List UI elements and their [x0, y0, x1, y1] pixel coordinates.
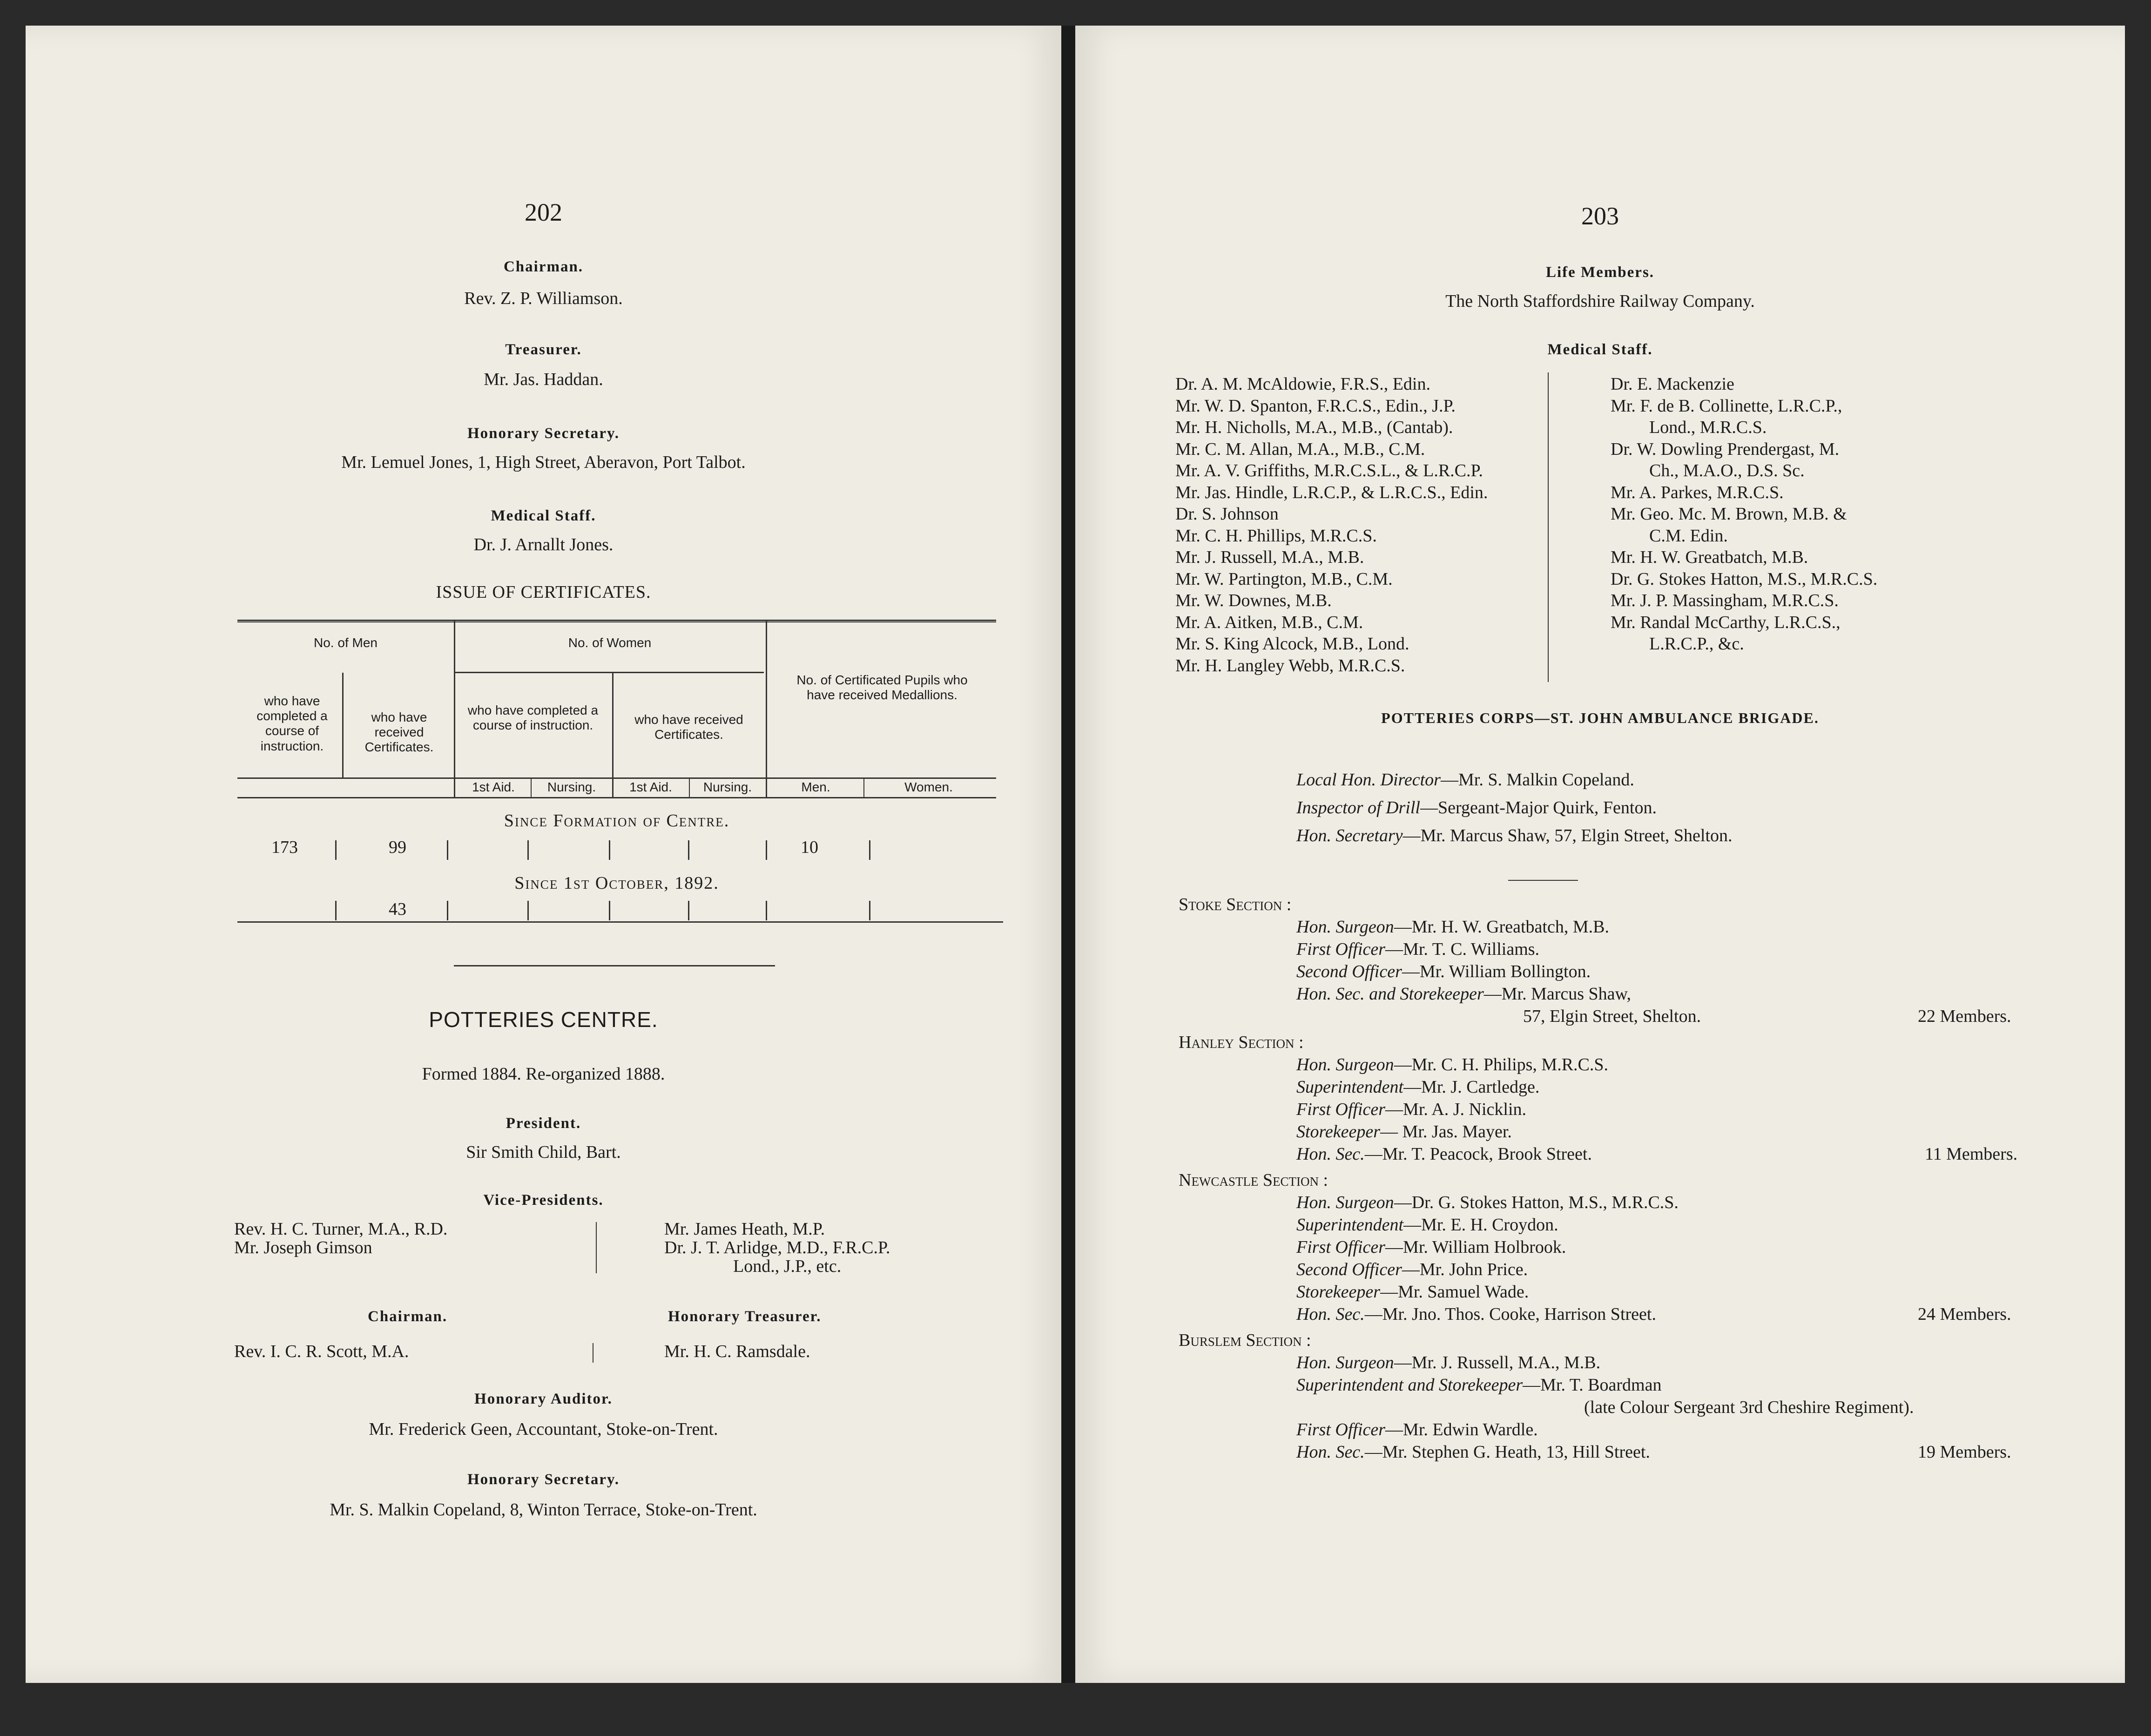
- medical-staff-item: Mr. C. H. Phillips, M.R.C.S.: [1175, 526, 1377, 546]
- stoke-officer: [1296, 940, 1539, 959]
- newcastle-officer-name: —Mr. John Price.: [1402, 1260, 1528, 1279]
- officer-line-name: —Mr. Marcus Shaw, 57, Elgin Street, Shelton.: [1403, 826, 1733, 845]
- burslem-officer-role: Superintendent and Storekeeper: [1296, 1375, 1523, 1395]
- burslem-officer-name: —Mr. T. Boardman: [1523, 1375, 1662, 1395]
- secretary2-heading: Honorary Secretary.: [467, 1471, 620, 1488]
- treasurer2-heading: Honorary Treasurer.: [668, 1308, 822, 1325]
- vp-left-1: Rev. H. C. Turner, M.A., R.D.: [234, 1219, 448, 1239]
- treasurer: Mr. Jas. Haddan.: [484, 370, 603, 389]
- medical-staff-item: Mr. J. P. Massingham, M.R.C.S.: [1611, 591, 1839, 610]
- right-page: [1075, 26, 2125, 1683]
- hanley-officer: [1296, 1145, 1592, 1164]
- stoke-officer-role: Second Officer: [1296, 962, 1402, 981]
- medical-staff-item: Dr. E. Mackenzie: [1611, 374, 1734, 394]
- chairman2-heading: Chairman.: [368, 1308, 448, 1325]
- burslem-section-title: Burslem Section :: [1179, 1331, 1311, 1350]
- medical-staff-item: Dr. G. Stokes Hatton, M.S., M.R.C.S.: [1611, 569, 1878, 589]
- since-october: Since 1st October, 1892.: [514, 873, 719, 893]
- newcastle-officer: [1296, 1238, 1566, 1257]
- hanley-officer-role: Hon. Surgeon: [1296, 1055, 1394, 1074]
- officer-line: [1296, 798, 1657, 818]
- newcastle-section-title: Newcastle Section :: [1179, 1170, 1328, 1190]
- stoke-officer: [1296, 962, 1591, 982]
- newcastle-officer: [1296, 1260, 1528, 1280]
- newcastle-officer-name: —Mr. Samuel Wade.: [1380, 1282, 1529, 1302]
- medical-staff-item: Mr. W. D. Spanton, F.R.C.S., Edin., J.P.: [1175, 396, 1456, 416]
- vp-right-2: Dr. J. T. Arlidge, M.D., F.R.C.P.: [664, 1238, 890, 1257]
- officer-line-name: —Sergeant-Major Quirk, Fenton.: [1420, 798, 1657, 817]
- burslem-officer-name: —Mr. Stephen G. Heath, 13, Hill Street.: [1364, 1442, 1650, 1462]
- medical-staff-item: Mr. Randal McCarthy, L.R.C.S.,: [1611, 612, 1841, 632]
- officer-line-name: —Mr. S. Malkin Copeland.: [1440, 770, 1634, 790]
- medical-staff-item: Mr. A. Parkes, M.R.C.S.: [1611, 482, 1784, 502]
- officer-line: [1296, 826, 1733, 846]
- medical-staff-item: Dr. W. Dowling Prendergast, M.: [1611, 439, 1840, 459]
- stoke-section-title: Stoke Section :: [1179, 895, 1292, 914]
- stoke-officer-role: Hon. Sec. and Storekeeper: [1296, 984, 1484, 1004]
- book-gutter: [1061, 26, 1075, 1683]
- newcastle-officer-name: —Dr. G. Stokes Hatton, M.S., M.R.C.S.: [1394, 1193, 1679, 1212]
- row1-medal-men: 10: [801, 838, 818, 857]
- nursing-header: Nursing.: [547, 780, 596, 794]
- newcastle-officer-role: Hon. Sec.: [1296, 1304, 1365, 1324]
- first-aid-header: 1st Aid.: [472, 780, 515, 794]
- medical-staff-item: Lond., M.R.C.S.: [1649, 418, 1767, 437]
- vp-right-1: Mr. James Heath, M.P.: [664, 1219, 825, 1239]
- burslem-officer-role: Hon. Surgeon: [1296, 1353, 1394, 1372]
- burslem-officer: [1296, 1420, 1538, 1440]
- women-completed-header: who have completed a course of instruction.: [467, 703, 599, 733]
- stoke-officer-role: Hon. Surgeon: [1296, 917, 1394, 937]
- page-number: 202: [525, 198, 562, 226]
- hanley-officer-role: Storekeeper: [1296, 1122, 1381, 1142]
- newcastle-officer-role: Superintendent: [1296, 1215, 1404, 1235]
- first-aid-header-2: 1st Aid.: [629, 780, 672, 794]
- since-formation: Since Formation of Centre.: [504, 811, 730, 831]
- secretary2: Mr. S. Malkin Copeland, 8, Winton Terrace, Stoke-on-Trent.: [330, 1500, 757, 1520]
- men-medal-header: Men.: [801, 780, 830, 794]
- burslem-officer-name: —Mr. J. Russell, M.A., M.B.: [1394, 1353, 1601, 1372]
- centre-title: POTTERIES CENTRE.: [429, 1007, 658, 1032]
- newcastle-officer-name: —Mr. E. H. Croydon.: [1403, 1215, 1558, 1235]
- stoke-members: 22 Members.: [1918, 1006, 2011, 1026]
- newcastle-officer-role: Storekeeper: [1296, 1282, 1381, 1302]
- newcastle-members: 24 Members.: [1918, 1304, 2011, 1324]
- newcastle-officer: [1296, 1305, 1656, 1324]
- burslem-officer-role: First Officer: [1296, 1420, 1386, 1439]
- medical-heading: Medical Staff.: [491, 507, 596, 524]
- stoke-officer-name: —Mr. Marcus Shaw,: [1483, 984, 1632, 1004]
- certificates-title: ISSUE OF CERTIFICATES.: [436, 582, 651, 602]
- hanley-officer-role: First Officer: [1296, 1100, 1386, 1119]
- burslem-officer: [1296, 1443, 1650, 1462]
- hanley-members: 11 Members.: [1925, 1144, 2018, 1164]
- medical-staff-item: Mr. W. Downes, M.B.: [1175, 591, 1332, 610]
- medical-staff-item: Mr. F. de B. Collinette, L.R.C.P.,: [1611, 396, 1842, 416]
- vp-left-2: Mr. Joseph Gimson: [234, 1238, 372, 1257]
- vp-divider: [596, 1222, 597, 1273]
- stoke-officer-name: —Mr. H. W. Greatbatch, M.B.: [1394, 917, 1609, 937]
- medical-staff-item: Mr. Geo. Mc. M. Brown, M.B. &: [1611, 504, 1847, 524]
- hanley-officer-name: —Mr. C. H. Philips, M.R.C.S.: [1394, 1055, 1609, 1074]
- newcastle-officer-role: Second Officer: [1296, 1260, 1402, 1279]
- stoke-officer: [1296, 918, 1609, 937]
- hanley-officer-name: —Mr. A. J. Nicklin.: [1385, 1100, 1527, 1119]
- burslem-note: (late Colour Sergeant 3rd Cheshire Regiment).: [1584, 1398, 1914, 1417]
- medical-staff-item: Mr. H. Nicholls, M.A., M.B., (Cantab).: [1175, 418, 1453, 437]
- life-members-heading: Life Members.: [1545, 264, 1655, 281]
- burslem-members: 19 Members.: [1918, 1442, 2011, 1462]
- medical-staff-item: Dr. S. Johnson: [1175, 504, 1279, 524]
- vp-right-3: Lond., J.P., etc.: [733, 1256, 842, 1276]
- hanley-officer-role: Hon. Sec.: [1296, 1144, 1365, 1164]
- hanley-officer: [1296, 1100, 1526, 1120]
- medical-staff-item: Mr. J. Russell, M.A., M.B.: [1175, 547, 1364, 567]
- men-received-header: who have received Certificates.: [364, 710, 434, 755]
- burslem-officer-role: Hon. Sec.: [1296, 1442, 1365, 1462]
- row2-men-received: 43: [389, 899, 406, 919]
- medical-staff-item: Mr. S. King Alcock, M.B., Lond.: [1175, 634, 1409, 654]
- burslem-officer-name: —Mr. Edwin Wardle.: [1385, 1420, 1538, 1439]
- life-members: The North Staffordshire Railway Company.: [1445, 291, 1755, 311]
- hanley-officer: [1296, 1055, 1608, 1075]
- stoke-officer: [1296, 985, 1631, 1004]
- nursing-header-2: Nursing.: [703, 780, 752, 794]
- stoke-officer-role: First Officer: [1296, 939, 1386, 959]
- newcastle-officer-role: First Officer: [1296, 1237, 1386, 1257]
- burslem-officer: [1296, 1353, 1600, 1373]
- divider: [1508, 880, 1578, 881]
- treasurer2: Mr. H. C. Ramsdale.: [664, 1342, 810, 1361]
- women-medal-header: Women.: [904, 780, 953, 794]
- newcastle-officer: [1296, 1283, 1529, 1302]
- men-completed-header: who have completed a course of instruction.: [256, 694, 328, 753]
- row1-men-received: 99: [389, 838, 406, 857]
- row1-men-completed: 173: [271, 838, 298, 857]
- chairman2: Rev. I. C. R. Scott, M.A.: [234, 1342, 409, 1361]
- men-header: No. of Men: [314, 635, 378, 650]
- medical-staff-item: Mr. A. Aitken, M.B., C.M.: [1175, 612, 1363, 632]
- chairman-heading: Chairman.: [503, 258, 584, 275]
- hanley-officer-role: Superintendent: [1296, 1077, 1404, 1097]
- left-page: [26, 26, 1061, 1683]
- medical: Dr. J. Arnallt Jones.: [473, 535, 614, 554]
- president-heading: President.: [506, 1115, 581, 1132]
- hanley-officer-name: —Mr. J. Cartledge.: [1403, 1077, 1540, 1097]
- stoke-officer-name: —Mr. T. C. Williams.: [1385, 939, 1540, 959]
- medical-divider: [1548, 372, 1549, 682]
- stoke-address: 57, Elgin Street, Shelton.: [1523, 1006, 1701, 1026]
- newcastle-officer-name: —Mr. Jno. Thos. Cooke, Harrison Street.: [1364, 1304, 1656, 1324]
- medical-staff-item: C.M. Edin.: [1649, 526, 1728, 546]
- newcastle-officer-name: —Mr. William Holbrook.: [1385, 1237, 1566, 1257]
- hanley-officer: [1296, 1122, 1512, 1142]
- women-header: No. of Women: [568, 635, 652, 650]
- medical-staff-item: Ch., M.A.O., D.S. Sc.: [1649, 461, 1805, 480]
- brigade-heading: POTTERIES CORPS—ST. JOHN AMBULANCE BRIGADE.: [1381, 709, 1819, 726]
- hanley-officer-name: — Mr. Jas. Mayer.: [1380, 1122, 1512, 1142]
- medical-staff-heading: Medical Staff.: [1547, 341, 1653, 358]
- medical-staff-item: Mr. H. W. Greatbatch, M.B.: [1611, 547, 1808, 567]
- officer-line-role: Inspector of Drill: [1296, 798, 1420, 817]
- officer-line-role: Hon. Secretary: [1296, 826, 1403, 845]
- vice-presidents-heading: Vice-Presidents.: [483, 1192, 604, 1209]
- medical-staff-item: Mr. W. Partington, M.B., C.M.: [1175, 569, 1393, 589]
- treasurer-heading: Treasurer.: [505, 341, 582, 358]
- pupils-header: No. of Certificated Pupils who have received Medallions.: [796, 673, 968, 703]
- hon-sec: Mr. Lemuel Jones, 1, High Street, Aberavon, Port Talbot.: [341, 453, 746, 472]
- hanley-officer: [1296, 1078, 1539, 1097]
- stoke-officer-name: —Mr. William Bollington.: [1402, 962, 1591, 981]
- medical-staff-item: Mr. Jas. Hindle, L.R.C.P., & L.R.C.S., Edin.: [1175, 482, 1488, 502]
- women-received-header: who have received Certificates.: [634, 712, 743, 742]
- auditor: Mr. Frederick Geen, Accountant, Stoke-on-Trent.: [369, 1419, 718, 1439]
- medical-staff-item: Dr. A. M. McAldowie, F.R.S., Edin.: [1175, 374, 1430, 394]
- president: Sir Smith Child, Bart.: [466, 1142, 621, 1162]
- divider: [454, 965, 775, 966]
- newcastle-officer: [1296, 1193, 1679, 1213]
- medical-staff-item: Mr. C. M. Allan, M.A., M.B., C.M.: [1175, 439, 1425, 459]
- medical-staff-item: L.R.C.P., &c.: [1649, 634, 1744, 654]
- hon-sec-heading: Honorary Secretary.: [467, 425, 620, 442]
- medical-staff-item: Mr. H. Langley Webb, M.R.C.S.: [1175, 655, 1405, 675]
- chairman: Rev. Z. P. Williamson.: [464, 289, 623, 308]
- burslem-officer: [1296, 1376, 1661, 1395]
- page-number: 203: [1581, 202, 1619, 230]
- newcastle-officer-role: Hon. Surgeon: [1296, 1193, 1394, 1212]
- medical-staff-item: Mr. A. V. Griffiths, M.R.C.S.L., & L.R.C.P.: [1175, 461, 1483, 480]
- auditor-heading: Honorary Auditor.: [474, 1391, 613, 1407]
- formed: Formed 1884. Re-organized 1888.: [422, 1064, 665, 1084]
- hanley-officer-name: —Mr. T. Peacock, Brook Street.: [1364, 1144, 1592, 1164]
- officer-line: [1296, 770, 1634, 790]
- officer-line-role: Local Hon. Director: [1296, 770, 1441, 790]
- newcastle-officer: [1296, 1216, 1558, 1235]
- hanley-section-title: Hanley Section :: [1179, 1033, 1304, 1052]
